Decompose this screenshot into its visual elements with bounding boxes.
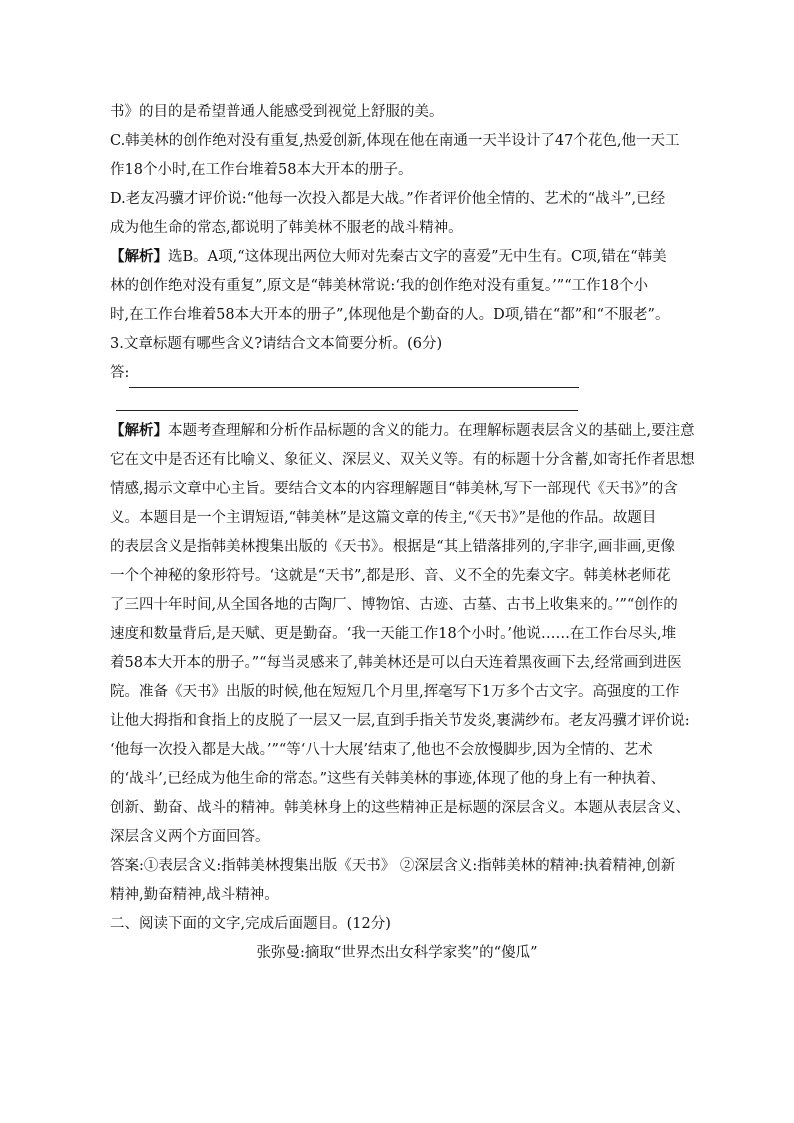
analysis-tag: 【解析】 (110, 249, 168, 265)
analysis-2-line-4: 义。本题目是一个主谓短语,“韩美林”是这篇文章的传主,“《天书》”是他的作品。故题目 (110, 510, 657, 526)
section-two-heading: 二、阅读下面的文字,完成后面题目。(12分) (110, 916, 391, 932)
analysis-1-line-3: 时,在工作台堆着58本大开本的册子”,体现他是个勤奋的人。D项,错在“都”和“不服老”。 (110, 307, 670, 323)
answer-blank-2[interactable] (116, 410, 578, 411)
analysis-2-line-15: 深层含义两个方面回答。 (110, 829, 270, 845)
analysis-2-line-9: 着58本大开本的册子。”“每当灵感来了,韩美林还是可以白天连着黑夜画下去,经常画到进医 (110, 655, 682, 671)
answer-key-line-1: 答案:①表层含义:指韩美林搜集出版《天书》 ②深层含义:指韩美林的精神:执着精神,创新 (110, 858, 676, 874)
answer-row (110, 359, 684, 388)
analysis-1-line-1 (110, 243, 684, 272)
option-c-line-1: C.韩美林的创作绝对没有重复,热爱创新,体现在他在南通一天半设计了47个花色,他一天工 (110, 133, 680, 149)
analysis-2-line-2: 它在文中是否还有比喻义、象征义、深层义、双关义等。有的标题十分含蓄,如寄托作者思想 (110, 452, 695, 468)
analysis-2-line-5: 的表层含义是指韩美林搜集出版的《天书》。根据是“其上错落排列的,字非字,画非画,更像 (110, 539, 675, 555)
answer-blank-1[interactable] (129, 367, 579, 388)
option-b-tail: 书》的目的是希望普通人能感受到视觉上舒服的美。 (110, 104, 444, 120)
document-body (110, 98, 695, 968)
analysis-2-line-14: 创新、勤奋、战斗的精神。韩美林身上的这些精神正是标题的深层含义。本题从表层含义、 (110, 800, 690, 816)
analysis-2-line-11: 让他大拇指和食指上的皮脱了一层又一层,直到手指关节发炎,裹满纱布。老友冯骥才评价说: (110, 713, 690, 729)
option-c-line-2: 作18个小时,在工作台堆着58本大开本的册子。 (110, 162, 413, 178)
analysis-2-line-6: 一个个神秘的象形符号。‘这就是“天书”,都是形、音、义不全的先秦文字。韩美林老师花 (110, 568, 671, 584)
option-d-line-1: D.老友冯骥才评价说:“他每一次投入都是大战。”作者评价他全情的、艺术的“战斗”,已经 (110, 191, 666, 207)
option-d-line-2: 成为他生命的常态,都说明了韩美林不服老的战斗精神。 (110, 220, 463, 236)
article-title: 张弥曼:摘取“世界杰出女科学家奖”的“傻瓜” (256, 945, 538, 961)
analysis-2-line-7: 了三四十年时间,从全国各地的古陶厂、博物馆、古迹、古墓、古书上收集来的。’”“创作的 (110, 597, 678, 613)
answer-key-line-2: 精神,勤奋精神,战斗精神。 (110, 887, 279, 903)
analysis-1-line-2: 林的创作绝对没有重复”,原文是“韩美林常说:‘我的创作绝对没有重复。’”“工作18个小 (110, 278, 649, 294)
analysis-2-line-3: 情感,揭示文章中心主旨。要结合文本的内容理解题目“韩美林,写下一部现代《天书》”的含 (110, 481, 678, 497)
analysis-1-text: 选B。A项,“这体现出两位大师对先秦古文字的喜爱”无中生有。C项,错在“韩美 (168, 249, 667, 265)
analysis-2-line-10: 院。准备《天书》出版的时候,他在短短几个月里,挥毫写下1万多个古文字。高强度的工作 (110, 684, 680, 700)
answer-label: 答: (110, 365, 130, 381)
analysis-2-line-12: ‘他每一次投入都是大战。’”“等‘八十大展’结束了,他也不会放慢脚步,因为全情的、艺术 (110, 742, 653, 758)
answer-blank-row-2[interactable] (110, 388, 684, 417)
question-3: 3.文章标题有哪些含义?请结合文本简要分析。(6分) (110, 336, 443, 352)
analysis-2-text: 本题考查理解和分析作品标题的含义的能力。在理解标题表层含义的基础上,要注意 (168, 423, 695, 439)
analysis-tag: 【解析】 (110, 423, 168, 439)
analysis-2-line-1 (110, 417, 695, 446)
analysis-2-line-8: 速度和数量背后,是天赋、更是勤奋。‘我一天能工作18个小时。’他说……在工作台尽头,堆 (110, 626, 677, 642)
analysis-2-line-13: 的‘战斗’,已经成为他生命的常态。”这些有关韩美林的事迹,体现了他的身上有一种执着、 (110, 771, 666, 787)
